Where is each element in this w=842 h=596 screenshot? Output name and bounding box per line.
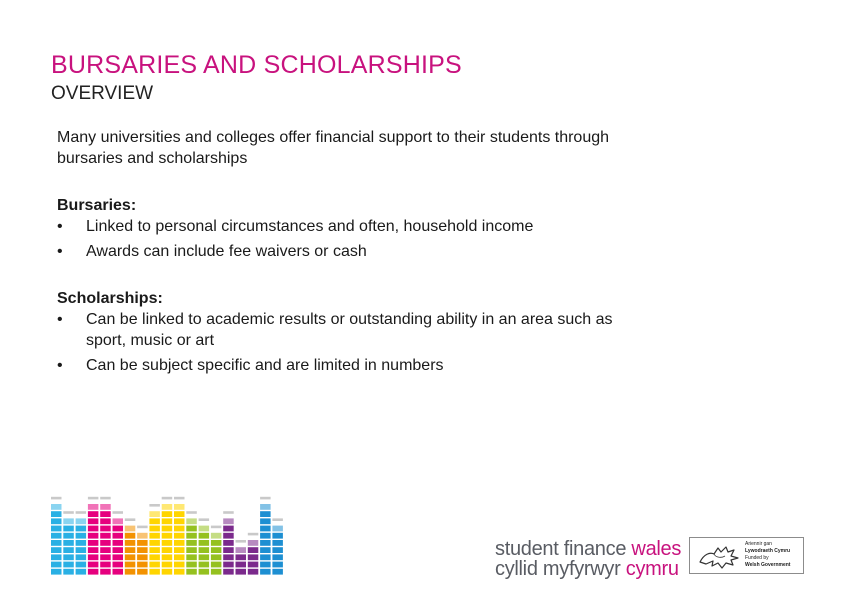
logo-bar-block [260,511,271,517]
logo-bar-cap [149,504,160,507]
gov-line: Funded by [745,555,769,561]
logo-bar-block [51,526,62,532]
logo-bar-block [162,504,173,510]
logo-bar-block [199,540,210,546]
logo-bar-block [137,533,148,539]
bullet-text: Can be linked to academic results or outstanding ability in an area such as sport, music or art [86,311,613,349]
logo-bar-block [63,562,74,568]
logo-bar-cap [162,497,173,500]
logo-bar-block [100,540,111,546]
logo-bar-block [186,533,197,539]
logo-bar-block [260,547,271,553]
logo-bar-block [149,569,160,575]
welsh-government-text [745,541,805,569]
bullet-glyph: • [57,218,63,235]
logo-bar-block [260,562,271,568]
sfw-logo-line-2 [495,558,679,580]
logo-bar-cap [211,526,222,529]
logo-bar-block [63,569,74,575]
logo-bar-block [125,526,136,532]
logo-bar-block [88,511,99,517]
logo-bar-block [113,533,124,539]
logo-bar-block [88,554,99,560]
logo-bar-block [186,547,197,553]
logo-bar-block [76,547,87,553]
bullet-glyph: • [57,357,63,374]
logo-bar-block [174,569,185,575]
logo-bar-block [137,562,148,568]
logo-bar-block [223,540,234,546]
logo-bar-block [51,533,62,539]
slide-subtitle: OVERVIEW [51,83,154,104]
logo-bar-block [100,526,111,532]
logo-bar-block [248,562,258,568]
logo-bar-cap [236,540,247,543]
logo-bar-block [248,540,258,546]
slide-body [57,127,647,380]
equalizer-bars-logo [51,492,293,576]
logo-bar-block [211,562,222,568]
logo-bar-cap [76,511,87,514]
bursaries-list [57,216,647,262]
logo-bar-block [199,526,210,532]
logo-bar-block [125,554,136,560]
logo-bar-block [125,562,136,568]
logo-bar-block [88,518,99,524]
logo-bar-block [260,569,271,575]
logo-bar-block [51,511,62,517]
bullet-text: Linked to personal circumstances and often, household income [86,218,534,235]
logo-bar-block [186,518,197,524]
logo-bar-block [137,540,148,546]
logo-bar-block [223,526,234,532]
list-item [57,241,647,262]
logo-bar-block [199,562,210,568]
bullet-glyph: • [57,243,63,260]
logo-bar-block [174,562,185,568]
scholarships-section [57,288,647,376]
logo-bar-block [211,547,222,553]
logo-bar-block [174,518,185,524]
logo-bar-block [223,547,234,553]
logo-bar-block [260,540,271,546]
logo-bar-block [125,533,136,539]
logo-bar-block [272,554,283,560]
logo-bar-block [100,569,111,575]
logo-bar-block [76,533,87,539]
logo-bar-block [100,518,111,524]
logo-bar-block [260,533,271,539]
logo-bar-block [186,540,197,546]
logo-bar-block [174,526,185,532]
logo-bar-block [162,569,173,575]
logo-bar-block [88,504,99,510]
logo-bar-block [51,518,62,524]
logo-bar-block [76,562,87,568]
logo-bar-block [272,562,283,568]
logo-bar-block [186,554,197,560]
logo-bar-block [211,533,222,539]
logo-bar-block [76,518,87,524]
logo-bar-block [113,518,124,524]
bursaries-section [57,195,647,262]
logo-bar-block [260,518,271,524]
logo-bar-block [223,569,234,575]
logo-bar-block [76,569,87,575]
sfw-logo-text: cyllid myfyrwyr [495,558,626,580]
logo-bar-block [51,562,62,568]
logo-bar-block [88,569,99,575]
logo-bar-block [272,533,283,539]
logo-bar-block [162,526,173,532]
logo-bar-block [174,511,185,517]
logo-bar-block [63,533,74,539]
logo-bar-block [51,547,62,553]
sfw-logo-accent-text: cymru [625,558,679,580]
logo-bar-block [149,554,160,560]
logo-bar-block [100,547,111,553]
bursaries-heading: Bursaries: [57,197,137,214]
welsh-government-logo [689,537,804,574]
logo-bar-block [137,547,148,553]
logo-bar-block [260,504,271,510]
slide-title: BURSARIES AND SCHOLARSHIPS [51,51,462,79]
logo-bar-block [88,526,99,532]
logo-bar-block [137,569,148,575]
logo-bar-block [272,526,283,532]
logo-bar-block [162,562,173,568]
logo-bar-cap [100,497,111,500]
logo-bar-block [223,562,234,568]
logo-bar-block [162,533,173,539]
logo-bar-block [88,533,99,539]
logo-bar-block [186,562,197,568]
logo-bar-block [51,554,62,560]
logo-bar-block [199,533,210,539]
logo-bar-cap [248,533,258,536]
logo-bar-block [223,554,234,560]
logo-bar-block [260,526,271,532]
logo-bar-block [186,569,197,575]
scholarships-list [57,309,647,376]
logo-bar-block [125,547,136,553]
logo-bar-block [76,540,87,546]
logo-bar-block [223,533,234,539]
logo-bar-block [51,540,62,546]
logo-bar-block [272,547,283,553]
bullet-glyph: • [57,311,63,328]
logo-bar-block [76,526,87,532]
logo-bar-cap [137,526,148,529]
logo-bar-block [260,554,271,560]
logo-bar-block [149,518,160,524]
logo-bar-block [223,518,234,524]
logo-bar-block [162,511,173,517]
gov-line: Ariennir gan [745,541,772,547]
logo-bar-block [149,526,160,532]
logo-bar-block [199,569,210,575]
logo-bar-block [51,569,62,575]
welsh-dragon-icon [698,542,740,570]
logo-bar-block [236,554,247,560]
logo-bar-block [162,547,173,553]
logo-bar-cap [113,511,124,514]
logo-bar-block [162,554,173,560]
logo-bar-block [100,554,111,560]
logo-bar-block [149,540,160,546]
logo-bar-block [125,569,136,575]
logo-bar-block [113,554,124,560]
logo-bar-cap [260,497,271,500]
logo-bar-block [211,554,222,560]
logo-bar-block [63,554,74,560]
logo-bar-block [162,518,173,524]
logo-bar-block [211,540,222,546]
logo-bar-cap [223,511,234,514]
logo-bar-block [100,533,111,539]
logo-bar-block [162,540,173,546]
logo-bar-block [272,540,283,546]
sfw-logo-text: student finance [495,538,632,560]
logo-bar-block [149,533,160,539]
logo-bar-block [100,562,111,568]
logo-bar-block [88,540,99,546]
logo-bar-block [100,504,111,510]
logo-bar-block [113,562,124,568]
logo-bar-cap [88,497,99,500]
logo-bar-block [76,554,87,560]
logo-bar-block [113,547,124,553]
logo-bar-block [63,526,74,532]
logo-bar-block [236,569,247,575]
logo-bar-block [51,504,62,510]
logo-bar-block [174,554,185,560]
logo-bar-block [137,554,148,560]
logo-bar-block [186,526,197,532]
logo-bar-cap [186,511,197,514]
logo-bar-block [199,547,210,553]
bullet-text: Awards can include fee waivers or cash [86,243,367,260]
logo-bar-block [113,540,124,546]
logo-bar-cap [125,518,136,521]
intro-paragraph: Many universities and colleges offer financial support to their students through bursaries and scholarships [57,129,610,167]
logo-bar-block [174,540,185,546]
sfw-logo-line-1 [495,538,682,560]
logo-bar-block [149,547,160,553]
logo-bar-block [211,569,222,575]
logo-bar-block [174,504,185,510]
logo-bar-block [88,562,99,568]
logo-bar-block [236,562,247,568]
list-item [57,309,647,351]
logo-bar-block [63,540,74,546]
scholarships-heading: Scholarships: [57,290,163,307]
logo-bar-block [149,562,160,568]
logo-bar-block [199,554,210,560]
logo-bar-cap [174,497,185,500]
logo-bar-block [113,569,124,575]
logo-bar-block [174,547,185,553]
logo-bar-block [174,533,185,539]
sfw-logo-accent-text: wales [631,538,682,560]
logo-bar-cap [272,518,283,521]
logo-bar-cap [51,497,62,500]
logo-bar-block [113,526,124,532]
list-item [57,216,647,237]
logo-bar-block [63,518,74,524]
logo-bar-block [125,540,136,546]
logo-bar-block [236,547,247,553]
bullet-text: Can be subject specific and are limited in numbers [86,357,444,374]
list-item [57,355,647,376]
logo-bar-block [248,547,258,553]
logo-bar-block [63,547,74,553]
student-finance-wales-logo [495,538,682,580]
logo-bar-block [100,511,111,517]
logo-bar-block [248,554,258,560]
logo-bar-cap [199,518,210,521]
gov-line: Lywodraeth Cymru [745,548,791,554]
logo-bar-cap [63,511,74,514]
logo-bar-block [88,547,99,553]
logo-bar-block [272,569,283,575]
logo-bar-block [149,511,160,517]
logo-bar-block [248,569,258,575]
gov-line: Welsh Government [745,562,791,568]
